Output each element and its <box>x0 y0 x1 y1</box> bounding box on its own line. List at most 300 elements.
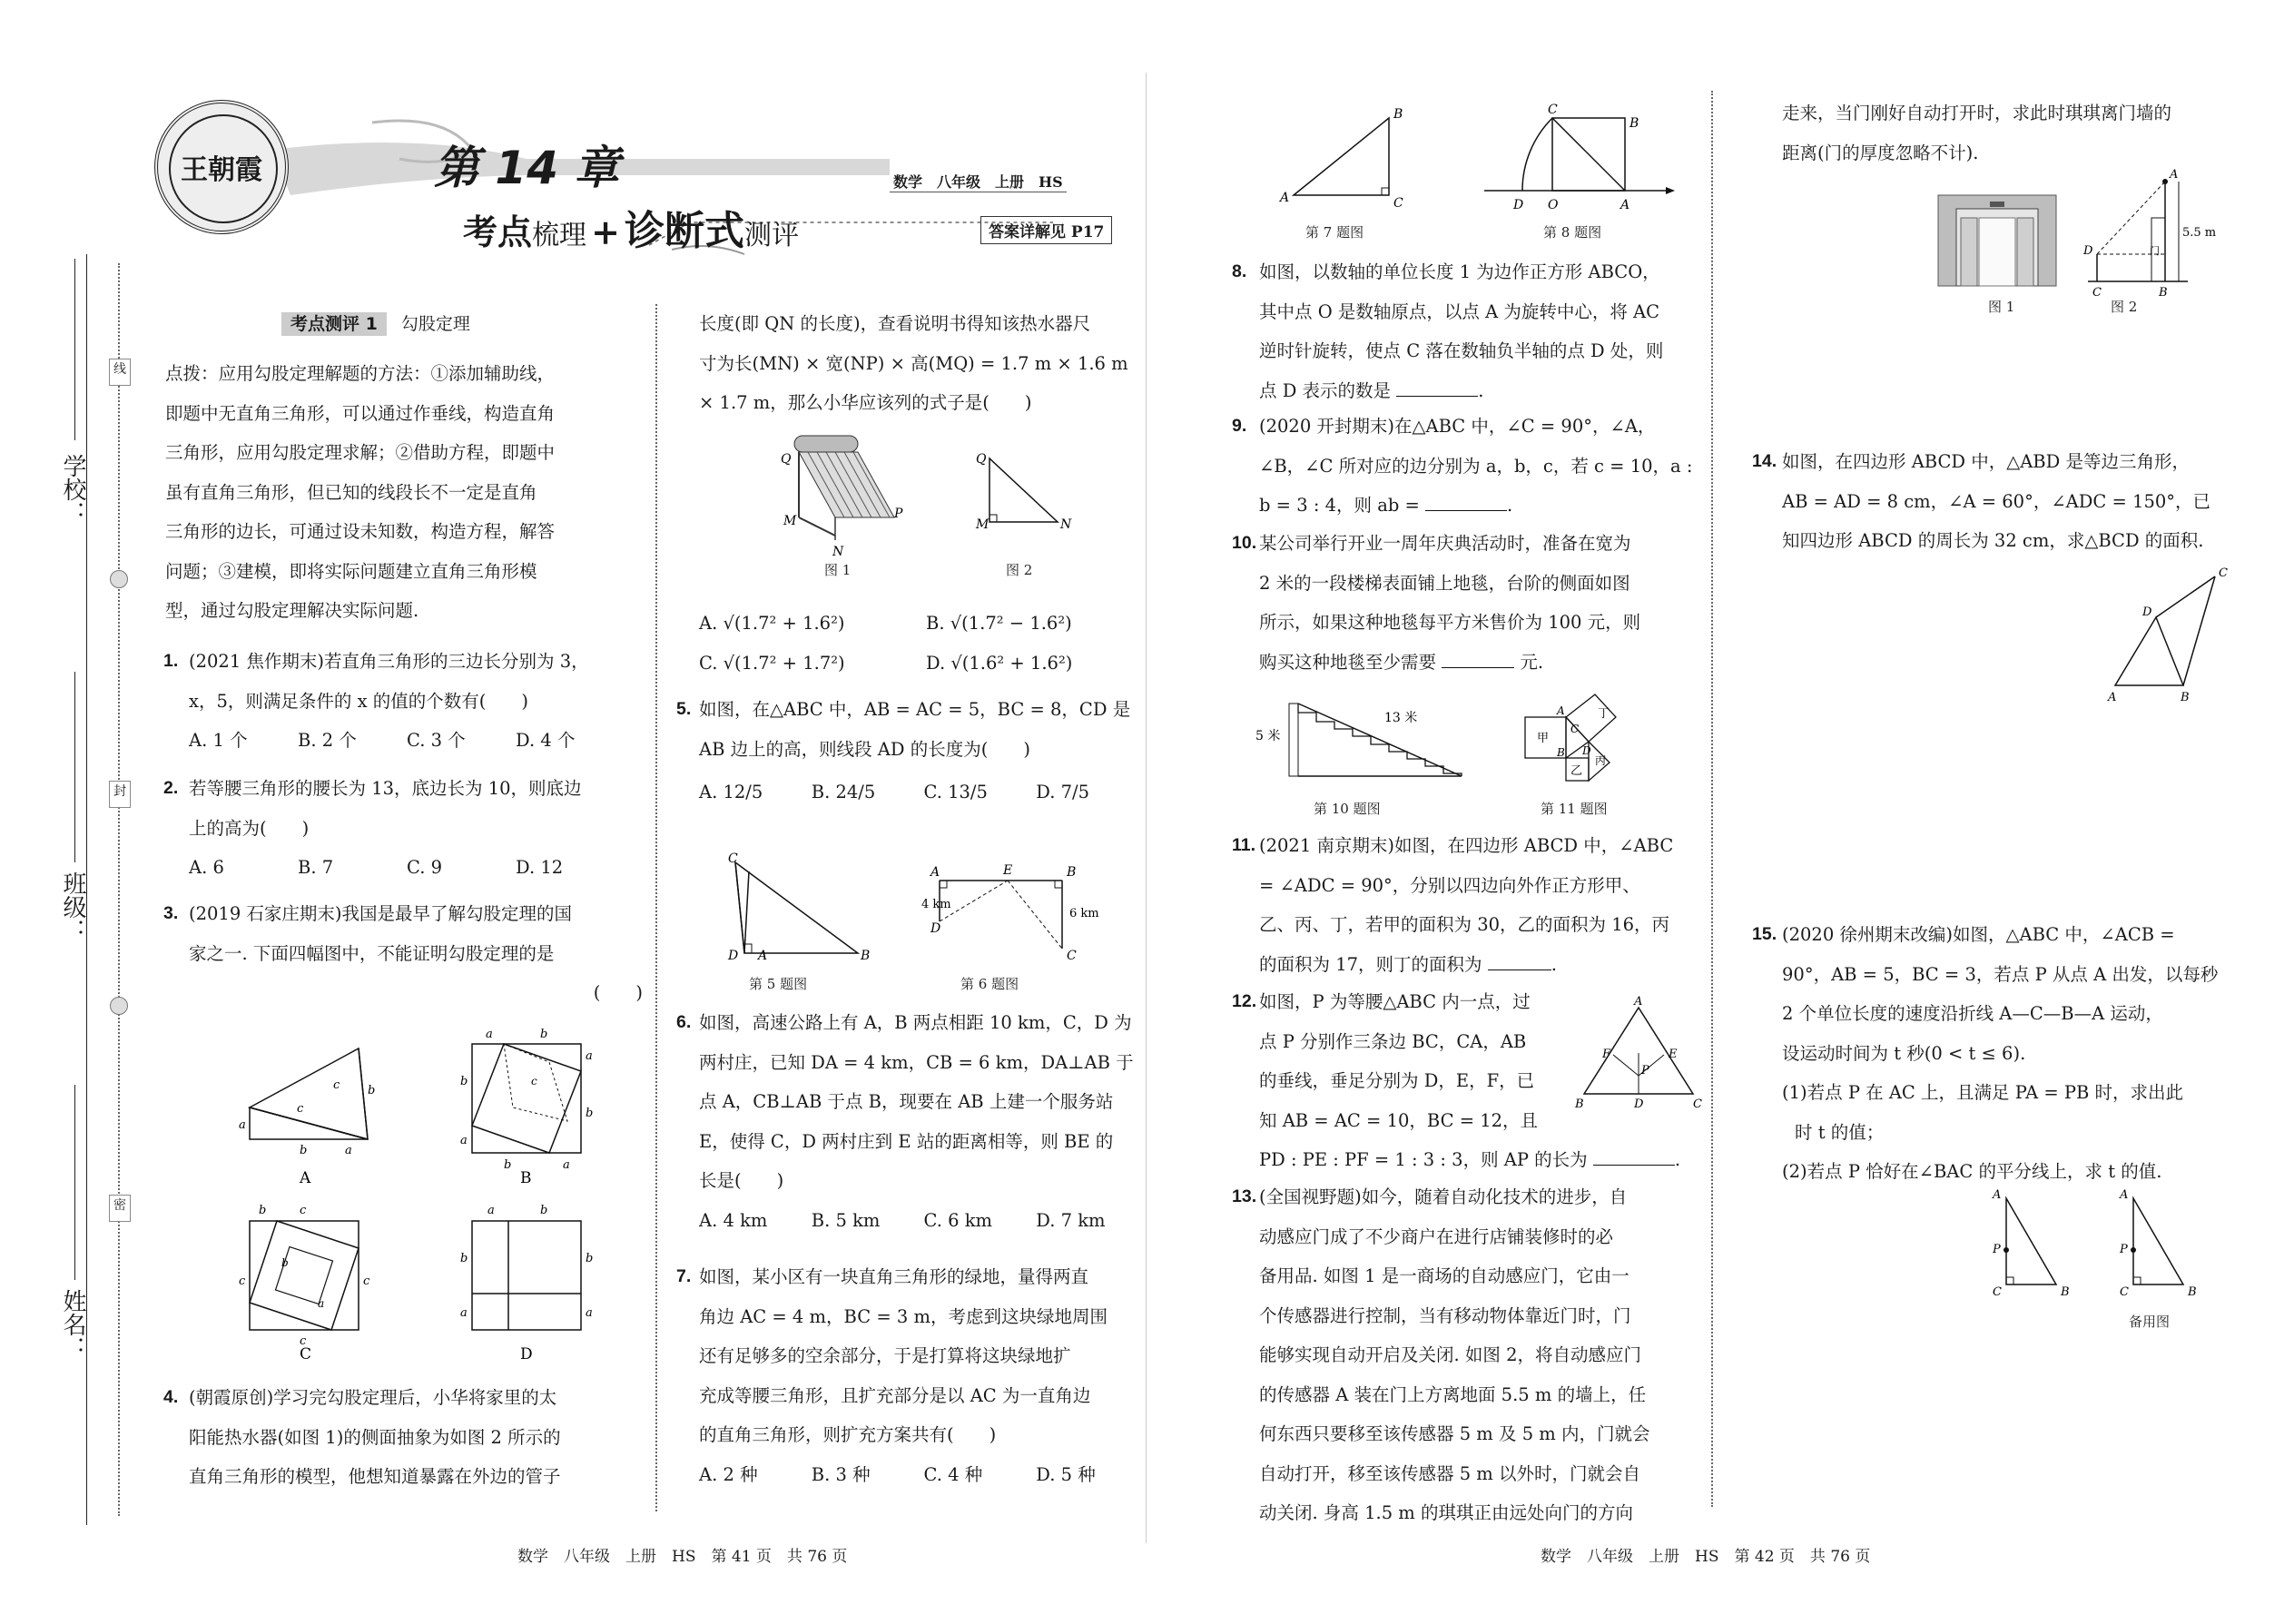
binding-hole-1 <box>110 570 128 588</box>
svg-text:C: C <box>1693 1097 1702 1111</box>
svg-text:a: a <box>586 1306 593 1320</box>
svg-text:N: N <box>1060 517 1072 532</box>
figure-7 <box>1278 107 1403 211</box>
fig10-caption: 第 10 题图 <box>1314 801 1381 817</box>
option-b[interactable]: B. 2 个 <box>298 730 357 751</box>
title-shuli: 梳理 <box>532 220 587 251</box>
figure-15-spare <box>2119 1188 2197 1299</box>
figure-a <box>239 1048 375 1157</box>
binding-hole-2 <box>110 997 128 1015</box>
question-number: 15. <box>1752 924 1777 944</box>
figure-d-label: D <box>520 1345 533 1363</box>
svg-text:B: B <box>1575 1097 1584 1111</box>
svg-text:A: A <box>1557 704 1565 717</box>
svg-text:乙: 乙 <box>1570 764 1583 778</box>
question-number: 1. <box>163 651 179 671</box>
question-text: 的垂线，垂足分别为 D，E，F，已 <box>1259 1070 1535 1091</box>
option-d[interactable]: D. 4 个 <box>516 730 576 751</box>
option-a[interactable]: A. 12/5 <box>699 782 763 802</box>
name-label: 姓名： <box>59 1289 86 1360</box>
question-3 <box>163 894 645 1013</box>
fig8-caption: 第 8 题图 <box>1543 224 1602 241</box>
question-text: 如图，P 为等腰△ABC 内一点，过 <box>1259 991 1531 1012</box>
binding-mark-feng: 封 <box>109 781 131 808</box>
option-d[interactable]: D. 7 km <box>1036 1209 1106 1231</box>
question-text: ∠B，∠C 所对应的边分别为 a，b，c，若 c = 10，a : <box>1259 455 1693 477</box>
question-text: 90°，AB = 5，BC = 3，若点 P 从点 A 出发，以每秒 <box>1782 963 2219 985</box>
binding-mark-mi: 密 <box>109 1195 131 1222</box>
svg-text:Q: Q <box>976 452 987 467</box>
figure-a-label: A <box>300 1169 311 1187</box>
question-12: 12. 如图，P 为等腰△ABC 内一点，过 点 P 分别作三条边 BC，CA，AB 的垂线，垂足分别为 D，E，F，已 知 AB = AC = 10，BC = 12，且 PD : PE : PF = 1 : 3 : 3，则 AP 的长为 . <box>1232 982 1704 1180</box>
svg-text:D: D <box>1513 198 1524 212</box>
option-c[interactable]: C. 9 <box>407 857 443 878</box>
figure-11-squares <box>1525 694 1616 781</box>
fig2-caption: 图 2 <box>1006 562 1033 578</box>
tip-line: 三角形，应用勾股定理求解；②借助方程，即题中 <box>165 442 556 463</box>
q13-figures <box>1934 163 2217 318</box>
tip-line: 问题；③建模，即将实际问题建立直角三角形模 <box>165 560 537 582</box>
option-a[interactable]: A. 4 km <box>699 1209 768 1231</box>
sensor-diagram <box>2082 168 2216 300</box>
question-text: 个传感器进行控制，当有移动物体靠近门时，门 <box>1259 1304 1631 1326</box>
question-text: AB 边上的高，则线段 AD 的长度为( ) <box>699 738 1030 760</box>
q4-options <box>699 604 1135 683</box>
q7-q8-figures <box>1275 100 1693 218</box>
svg-text:c: c <box>300 1334 307 1348</box>
question-text: 的面积为 17，则丁的面积为 <box>1259 953 1482 975</box>
option-b[interactable]: B. 7 <box>298 857 334 878</box>
question-text: E，使得 C，D 两村庄到 E 站的距离相等，则 BE 的 <box>699 1130 1114 1152</box>
question-number: 11. <box>1232 835 1256 855</box>
title-ceping: 测评 <box>744 220 800 251</box>
svg-text:P: P <box>1993 1243 2001 1256</box>
question-text: 的直角三角形，则扩充方案共有( ) <box>699 1424 997 1445</box>
fig6-caption: 第 6 题图 <box>960 976 1019 992</box>
svg-text:a: a <box>345 1144 352 1157</box>
answer-blank[interactable] <box>1396 376 1478 397</box>
svg-text:Q: Q <box>781 452 792 467</box>
question-number: 10. <box>1232 533 1257 553</box>
question-text: 充成等腰三角形，且扩充部分是以 AC 为一直角边 <box>699 1384 1091 1406</box>
fig7-caption: 第 7 题图 <box>1305 224 1364 241</box>
option-d[interactable]: D. 7/5 <box>1036 782 1089 802</box>
q3-figures <box>231 1021 613 1363</box>
svg-text:M: M <box>783 514 797 528</box>
question-text: 距离(门的厚度忽略不计). <box>1782 142 1979 163</box>
figure-12 <box>1570 994 1707 1112</box>
question-text: 如图，在四边形 ABCD 中，△ABD 是等边三角形， <box>1782 451 2190 472</box>
question-text: 如图，以数轴的单位长度 1 为边作正方形 ABCO， <box>1259 261 1660 282</box>
question-text: 的传感器 A 装在门上方离地面 5.5 m 的墙上，任 <box>1259 1383 1647 1405</box>
question-text: 何东西只要移至该传感器 5 m 及 5 m 内，门就会 <box>1259 1423 1650 1444</box>
option-b[interactable]: B. 24/5 <box>811 782 876 802</box>
option-c[interactable]: C. 3 个 <box>407 730 466 751</box>
option-d[interactable]: D. √(1.6² + 1.6²) <box>926 652 1073 674</box>
question-text: (2019 石家庄期末)我国是最早了解勾股定理的国 <box>189 903 573 924</box>
tip-line: 三角形的边长，可通过设未知数，构造方程，解答 <box>165 521 556 542</box>
answer-blank[interactable] <box>1488 950 1551 970</box>
question-text: 能够实现自动开启及关闭. 如图 2，将自动感应门 <box>1259 1344 1642 1365</box>
svg-text:B: B <box>861 949 871 963</box>
svg-text:b: b <box>460 1252 468 1265</box>
svg-text:a: a <box>460 1134 468 1147</box>
svg-text:B: B <box>2188 1285 2197 1299</box>
svg-text:6 km: 6 km <box>1069 907 1099 920</box>
svg-text:D: D <box>1634 1097 1644 1111</box>
svg-text:E: E <box>1003 863 1013 878</box>
question-number: 2. <box>163 778 179 798</box>
title-plus: + <box>591 212 620 252</box>
question-text: 动关闭. 身高 1.5 m 的琪琪正由远处向门的方向 <box>1259 1502 1633 1523</box>
option-a[interactable]: A. 1 个 <box>189 730 248 751</box>
question-text: AB = AD = 8 cm，∠A = 60°，∠ADC = 150°，已 <box>1782 490 2211 512</box>
svg-text:b: b <box>368 1084 376 1097</box>
svg-text:c: c <box>531 1075 537 1088</box>
logo-text: 王朝霞 <box>181 154 262 186</box>
chapter-title: 第 14 章 <box>434 142 620 194</box>
option-a[interactable]: A. 2 种 <box>699 1463 758 1485</box>
svg-text:a: a <box>486 1028 493 1041</box>
svg-text:O: O <box>1548 198 1559 212</box>
svg-text:C: C <box>1393 196 1403 211</box>
water-heater-illustration <box>781 436 903 559</box>
question-text: 如图，高速公路上有 A，B 两点相距 10 km，C，D 为 <box>699 1012 1132 1033</box>
svg-text:b: b <box>460 1075 468 1088</box>
svg-text:B: B <box>2159 286 2168 300</box>
fig5-caption: 第 5 题图 <box>749 976 808 992</box>
svg-text:a: a <box>239 1118 246 1132</box>
option-b[interactable]: B. 5 km <box>811 1209 881 1231</box>
svg-text:c: c <box>300 1204 307 1217</box>
question-text: (2021 南京期末)如图，在四边形 ABCD 中，∠ABC <box>1259 835 1674 856</box>
answer-blank[interactable] <box>1425 490 1507 511</box>
svg-text:a: a <box>487 1204 495 1217</box>
question-text: 点 P 分别作三条边 BC，CA，AB <box>1259 1030 1527 1052</box>
question-text: 自动打开，移至该传感器 5 m 以外时，门就会自 <box>1259 1462 1640 1484</box>
svg-text:a: a <box>460 1306 468 1320</box>
svg-text:b: b <box>504 1158 512 1172</box>
class-label: 班级： <box>59 871 86 942</box>
svg-text:4 km: 4 km <box>921 898 951 911</box>
svg-text:E: E <box>1669 1048 1678 1061</box>
svg-text:C: C <box>2120 1285 2129 1299</box>
section-title <box>463 198 799 256</box>
svg-text:5 米: 5 米 <box>1255 729 1281 743</box>
option-row <box>189 848 645 888</box>
svg-text:C: C <box>1548 103 1558 117</box>
svg-text:A: A <box>2108 691 2117 704</box>
figure-6 <box>921 863 1099 963</box>
q4-figures <box>758 427 1103 581</box>
question-text: 动感应门成了不少商户在进行店铺装修时的必 <box>1259 1225 1614 1247</box>
question-6 <box>676 1003 1148 1240</box>
question-15 <box>1752 915 2233 1192</box>
title-zhenduan: 诊断式 <box>625 208 745 254</box>
question-text: 2 米的一段楼梯表面铺上地毯，台阶的侧面如图 <box>1259 572 1630 594</box>
svg-text:b: b <box>259 1204 267 1217</box>
svg-text:b: b <box>586 1252 594 1265</box>
svg-text:a: a <box>586 1049 593 1063</box>
svg-text:c: c <box>239 1275 246 1288</box>
question-text: 点 D 表示的数是 <box>1259 379 1392 401</box>
school-label: 学校： <box>59 454 86 525</box>
question-text: 点 A，CB⊥AB 于点 B，现要在 AB 上建一个服务站 <box>699 1091 1114 1112</box>
footer-right: 数学 八年级 上册 HS 第 42 页 共 76 页 <box>1541 1548 1871 1566</box>
svg-text:甲: 甲 <box>1537 732 1550 745</box>
svg-text:b: b <box>300 1144 308 1157</box>
option-c[interactable]: C. √(1.7² + 1.7²) <box>699 652 845 674</box>
question-text: (朝霞原创)学习完勾股定理后，小华将家里的太 <box>189 1387 557 1408</box>
svg-text:A: A <box>1280 191 1290 205</box>
question-text: = ∠ADC = 90°，分别以四边向外作正方形甲、 <box>1259 874 1640 896</box>
question-number: 5. <box>676 699 692 719</box>
question-text: 两村庄，已知 DA = 4 km，CB = 6 km，DA⊥AB 于 <box>699 1051 1134 1073</box>
answer-reference: 答案详解见 P17 <box>980 216 1112 244</box>
column-divider-1 <box>655 304 657 1511</box>
question-text: (2020 开封期末)在△ABC 中，∠C = 90°，∠A， <box>1259 416 1656 437</box>
question-number: 13. <box>1232 1186 1257 1206</box>
question-8: 8. 如图，以数轴的单位长度 1 为边作正方形 ABCO， 其中点 O 是数轴原点，以点 A 为旋转中心，将 AC 逆时针旋转，使点 C 落在数轴负半轴的点 D 处，则 点 D 表示的数是 . <box>1232 252 1704 410</box>
svg-text:B: B <box>1629 116 1639 131</box>
figure-c-label: C <box>300 1345 312 1363</box>
question-1 <box>163 642 645 761</box>
binding-mark-xian: 线 <box>109 359 131 386</box>
svg-text:b: b <box>540 1028 548 1041</box>
figure-8 <box>1484 103 1675 212</box>
section-name: 勾股定理 <box>400 314 470 334</box>
question-text: 知 AB = AC = 10，BC = 12，且 <box>1259 1109 1539 1131</box>
svg-text:B: B <box>1557 746 1565 759</box>
svg-text:B: B <box>2181 691 2190 704</box>
figure-d <box>460 1204 593 1330</box>
svg-text:丁: 丁 <box>1598 707 1610 721</box>
question-text: 如图，在△ABC 中，AB = AC = 5，BC = 8，CD 是 <box>699 699 1131 720</box>
question-text: 如图，某小区有一块直角三角形的绿地，量得两直 <box>699 1266 1089 1287</box>
question-text: (全国视野题)如今，随着自动化技术的进步，自 <box>1259 1186 1628 1207</box>
svg-text:b: b <box>281 1256 289 1269</box>
svg-text:A: A <box>758 949 768 963</box>
svg-text:C: C <box>2092 286 2102 300</box>
question-text: 长度(即 QN 的长度)，查看说明书得知该热水器尺 <box>699 313 1091 334</box>
svg-text:b: b <box>540 1204 548 1217</box>
question-text: 所示，如果这种地毯每平方米售价为 100 元，则 <box>1259 612 1641 633</box>
q10-q11-figures <box>1248 676 1684 794</box>
question-text: 走来，当门刚好自动打开时，求此时琪琪离门墙的 <box>1782 103 2172 123</box>
question-11: 11. (2021 南京期末)如图，在四边形 ABCD 中，∠ABC = ∠ADC = 90°，分别以四边向外作正方形甲、 乙、丙、丁，若甲的面积为 30，乙的面积为 16，丙 的面积为 17，则丁的面积为 . <box>1232 826 1704 984</box>
question-number: 4. <box>163 1387 179 1407</box>
svg-text:D: D <box>1582 744 1591 757</box>
class-blank <box>74 672 75 862</box>
figure-15-main <box>1992 1188 2070 1299</box>
question-14 <box>1752 442 2233 561</box>
svg-text:B: B <box>2061 1285 2070 1299</box>
svg-text:C: C <box>1570 723 1580 735</box>
question-4 <box>163 1378 645 1497</box>
question-text: 若等腰三角形的腰长为 13，底边长为 10，则底边 <box>189 778 582 799</box>
question-number: 6. <box>676 1012 692 1032</box>
svg-text:A: A <box>2170 168 2179 182</box>
option-a[interactable]: A. √(1.7² + 1.6²) <box>699 613 845 634</box>
footer-left: 数学 八年级 上册 HS 第 41 页 共 76 页 <box>517 1548 848 1566</box>
figure-c <box>239 1204 370 1348</box>
svg-text:D: D <box>728 949 739 963</box>
question-number: 3. <box>163 903 179 923</box>
option-c[interactable]: C. 6 km <box>923 1209 993 1231</box>
figure-b <box>460 1028 593 1172</box>
school-blank <box>74 259 75 440</box>
fig1-caption: 图 1 <box>824 562 852 578</box>
door-photo <box>1938 195 2056 286</box>
option-b[interactable]: B. 3 种 <box>811 1463 871 1485</box>
svg-text:B: B <box>1393 107 1403 122</box>
question-text: 上的高为( ) <box>189 817 310 839</box>
question-text: × 1.7 m，那么小华应该列的式子是( ) <box>699 392 1032 413</box>
svg-text:门: 门 <box>2150 245 2160 257</box>
option-a[interactable]: A. 6 <box>189 857 224 878</box>
question-text: 寸为长(MN) × 宽(NP) × 高(MQ) = 1.7 m × 1.6 m <box>699 352 1128 374</box>
question-number: 8. <box>1232 261 1247 281</box>
spare-figure-caption: 备用图 <box>2129 1314 2171 1330</box>
tip-line: 即题中无直角三角形，可以通过作垂线，构造直角 <box>165 402 556 424</box>
triangle-qmn <box>975 452 1072 532</box>
sub-question-2: (2)若点 P 恰好在∠BAC 的平分线上，求 t 的值. <box>1782 1161 2162 1182</box>
svg-text:c: c <box>333 1078 340 1092</box>
question-number: 9. <box>1232 416 1247 436</box>
figure-15 <box>1979 1185 2233 1312</box>
question-4-continued <box>699 304 1153 423</box>
question-7 <box>676 1257 1148 1494</box>
section-header <box>281 310 470 335</box>
svg-text:M: M <box>976 517 989 532</box>
svg-text:P: P <box>894 507 903 521</box>
q5-q6-figures <box>708 849 1126 976</box>
option-d[interactable]: D. 12 <box>516 857 564 878</box>
figure-14 <box>2097 563 2233 708</box>
option-row <box>699 1455 1148 1495</box>
question-text: 元. <box>1520 651 1544 673</box>
svg-text:F: F <box>1602 1048 1611 1061</box>
option-b[interactable]: B. √(1.7² − 1.6²) <box>926 613 1072 634</box>
question-text: PD : PE : PF = 1 : 3 : 3，则 AP 的长为 <box>1259 1149 1588 1170</box>
logo-seal <box>154 100 289 234</box>
question-text: x，5，则满足条件的 x 的值的个数有( ) <box>189 690 529 712</box>
question-number: 7. <box>676 1266 692 1286</box>
fig11-caption: 第 11 题图 <box>1541 801 1608 817</box>
name-blank <box>74 1085 75 1280</box>
question-13-continued <box>1782 94 2254 172</box>
svg-text:C: C <box>728 851 738 866</box>
option-row <box>189 721 645 761</box>
question-text: 其中点 O 是数轴原点，以点 A 为旋转中心，将 AC <box>1259 300 1660 322</box>
figure-5 <box>727 851 870 963</box>
svg-text:D: D <box>930 921 941 936</box>
svg-text:A: A <box>1620 198 1630 212</box>
title-kaodian: 考点 <box>463 212 533 252</box>
question-2 <box>163 769 645 888</box>
question-text: b = 3 : 4，则 ab = <box>1259 495 1420 516</box>
option-row <box>699 773 1148 812</box>
svg-text:A: A <box>1993 1188 2002 1202</box>
tip-line: 型，通过勾股定理解决实际问题. <box>165 600 419 621</box>
question-text: 家之一. 下面四幅图中，不能证明勾股定理的是 <box>189 942 555 964</box>
svg-text:a: a <box>563 1158 570 1172</box>
question-text: 直角三角形的模型，他想知道暴露在外边的管子 <box>189 1466 561 1487</box>
svg-text:a: a <box>318 1297 325 1310</box>
svg-text:C: C <box>1067 949 1077 963</box>
svg-text:A: A <box>930 865 940 880</box>
q13-fig2-caption: 图 2 <box>2111 299 2138 315</box>
option-row <box>699 1201 1148 1241</box>
answer-blank[interactable] <box>1442 647 1514 668</box>
question-text: (2020 徐州期末改编)如图，△ABC 中，∠ACB = <box>1782 924 2175 945</box>
subject-meta: 数学 八年级 上册 HS <box>890 171 1067 192</box>
svg-text:b: b <box>586 1107 594 1120</box>
question-number: 14. <box>1752 451 1777 471</box>
option-d[interactable]: D. 5 种 <box>1036 1463 1096 1485</box>
question-10 <box>1232 524 1704 682</box>
tip-block <box>165 354 642 631</box>
question-5 <box>676 690 1148 812</box>
svg-text:A: A <box>2120 1188 2129 1202</box>
answer-blank[interactable] <box>1593 1145 1675 1166</box>
question-text: 还有足够多的空余部分，于是打算将这块绿地扩 <box>699 1345 1071 1366</box>
question-text: 知四边形 ABCD 的周长为 32 cm，求△BCD 的面积. <box>1782 530 2204 551</box>
svg-text:丙: 丙 <box>1595 754 1607 767</box>
option-c[interactable]: C. 13/5 <box>923 782 988 802</box>
cut-dotted-line <box>118 263 120 1516</box>
question-text: 逆时针旋转，使点 C 落在数轴负半轴的点 D 处，则 <box>1259 340 1664 361</box>
svg-text:D: D <box>2083 244 2093 258</box>
svg-text:N: N <box>832 545 844 559</box>
svg-text:P: P <box>1641 1064 1649 1078</box>
option-c[interactable]: C. 4 种 <box>923 1463 983 1485</box>
column-divider-3 <box>1711 91 1713 1507</box>
question-number: 12. <box>1232 991 1257 1011</box>
answer-paren: ( ) <box>593 982 643 1003</box>
svg-text:5.5 m: 5.5 m <box>2182 226 2217 240</box>
section-tag: 考点测评 1 <box>281 312 387 336</box>
svg-text:D: D <box>2142 605 2152 619</box>
svg-text:A: A <box>1634 995 1643 1009</box>
question-text: 乙、丙、丁，若甲的面积为 30，乙的面积为 16，丙 <box>1259 914 1670 935</box>
figure-b-label: B <box>520 1169 532 1187</box>
question-text: 2 个单位长度的速度沿折线 A—C—B—A 运动， <box>1782 1003 2163 1024</box>
svg-text:P: P <box>2120 1243 2128 1256</box>
svg-text:c: c <box>363 1275 370 1288</box>
question-9: 9. (2020 开封期末)在△ABC 中，∠C = 90°，∠A， ∠B，∠C 所对应的边分别为 a，b，c，若 c = 10，a : b = 3 : 4，则 ab = . <box>1232 407 1704 526</box>
sub-question-1: (1)若点 P 在 AC 上，且满足 PA = PB 时，求出此 <box>1782 1082 2184 1103</box>
svg-text:C: C <box>1993 1285 2002 1299</box>
question-13 <box>1232 1177 1708 1533</box>
question-text: 购买这种地毯至少需要 <box>1259 651 1437 673</box>
svg-text:C: C <box>2219 566 2228 580</box>
figure-10-staircase <box>1255 704 1462 776</box>
question-text: 某公司举行开业一周年庆典活动时，准备在宽为 <box>1259 533 1631 554</box>
tip-line: 点拨：应用勾股定理解题的方法：①添加辅助线， <box>165 363 556 384</box>
question-text: 长是( ) <box>699 1170 784 1191</box>
sub-question-1-cont: 时 t 的值； <box>1795 1121 1885 1143</box>
svg-text:c: c <box>297 1102 304 1116</box>
question-text: 阳能热水器(如图 1)的侧面抽象为如图 2 所示的 <box>189 1426 561 1448</box>
question-text: 角边 AC = 4 m，BC = 3 m，考虑到这块绿地周围 <box>699 1305 1108 1327</box>
q13-fig1-caption: 图 1 <box>1988 299 2015 315</box>
question-text: 设运动时间为 t 秒(0 < t ≤ 6). <box>1782 1042 2026 1064</box>
svg-text:13 米: 13 米 <box>1384 711 1418 725</box>
question-text: (2021 焦作期末)若直角三角形的三边长分别为 3， <box>189 651 589 672</box>
tip-line: 虽有直角三角形，但已知的线段长不一定是直角 <box>165 481 537 503</box>
svg-text:B: B <box>1067 865 1077 880</box>
